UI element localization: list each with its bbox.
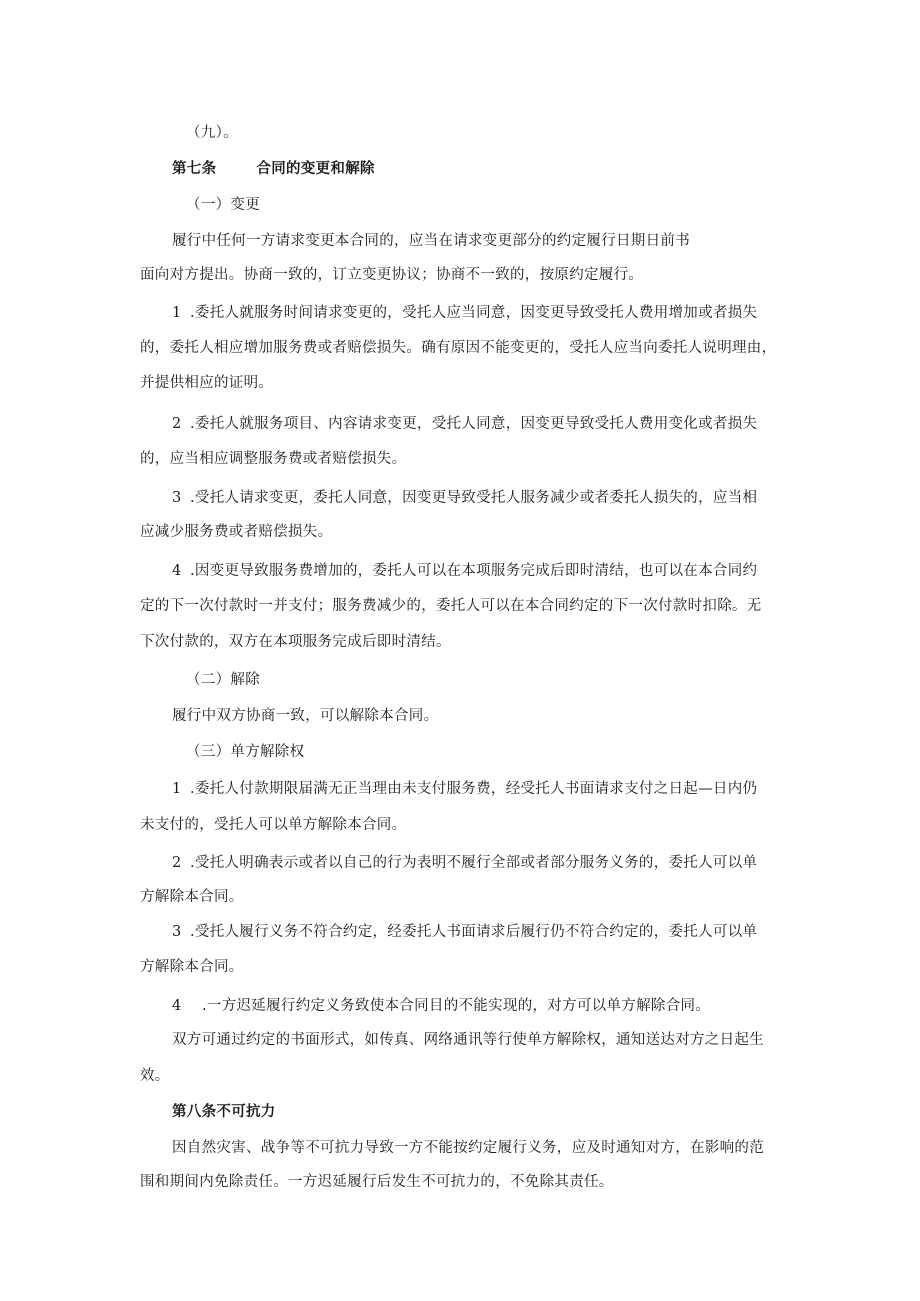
text: 因自然灾害、战争等不可抗力导致一方不能按约定履行义务，应及时通知对方，在影响的范 <box>172 1140 764 1156</box>
list-item-unilateral-1 <box>172 779 832 799</box>
paragraph-line <box>140 265 800 285</box>
paragraph-line <box>140 1172 800 1192</box>
article-seven-heading <box>172 159 832 179</box>
text: 双方可通过约定的书面形式，如传真、网络通讯等行使单方解除权，通知送达对方之日起生 <box>172 1032 764 1048</box>
text: .一方迟延履行约定义务致使本合同目的不能实现的，对方可以单方解除合同。 <box>202 998 711 1014</box>
text: 定的下一次付款时一并支付；服务费减少的，委托人可以在本合同约定的下一次付款时扣除。无 <box>140 598 762 614</box>
text: .委托人就服务时间请求变更的，受托人应当同意，因变更导致受托人费用增加或者损失 <box>190 305 758 321</box>
text: .因变更导致服务费增加的，委托人可以在本项服务完成后即时清结，也可以在本合同约 <box>190 563 758 579</box>
text: 并提供相应的证明。 <box>140 375 274 391</box>
text: 未支付的，受托人可以单方解除本合同。 <box>140 817 407 833</box>
list-item-change-3 <box>172 488 832 508</box>
text: （二）解除 <box>186 672 260 688</box>
paragraph-item-nine <box>186 123 846 143</box>
text: .受托人请求变更，委托人同意，因变更导致受托人服务减少或者委托人损失的，应当相 <box>190 490 758 506</box>
article-eight-heading <box>172 1102 832 1122</box>
text: .委托人就服务项目、内容请求变更，受托人同意，因变更导致受托人费用变化或者损失 <box>190 416 758 432</box>
text: .受托人明确表示或者以自己的行为表明不履行全部或者部分服务义务的，委托人可以单 <box>190 855 758 871</box>
item-number: 1 <box>172 781 182 797</box>
paragraph-line <box>140 815 800 835</box>
paragraph-line <box>140 522 800 542</box>
section-unilateral-heading <box>186 742 846 762</box>
list-item-change-1 <box>172 303 832 323</box>
text: 方解除本合同。 <box>140 959 244 975</box>
section-change-heading <box>186 195 846 215</box>
paragraph-line <box>172 706 832 726</box>
paragraph-line <box>140 632 800 652</box>
paragraph-line <box>140 887 800 907</box>
list-item-change-2 <box>172 414 832 434</box>
item-number: 1 <box>172 305 182 321</box>
text: 的，应当相应调整服务费或者赔偿损失。 <box>140 451 407 467</box>
paragraph-line <box>172 1030 832 1050</box>
list-item-change-4 <box>172 561 832 581</box>
article-title: 合同的变更和解除 <box>256 161 375 177</box>
text: .受托人履行义务不符合约定，经委托人书面请求后履行仍不符合约定的，委托人可以单 <box>190 924 758 940</box>
text: 下次付款的，双方在本项服务完成后即时清结。 <box>140 634 451 650</box>
text: 履行中任何一方请求变更本合同的，应当在请求变更部分的约定履行日期日前书 <box>172 233 690 249</box>
text: 的，委托人相应增加服务费或者赔偿损失。确有原因不能变更的，受托人应当向委托人说明理由， <box>140 340 777 356</box>
text: .委托人付款期限届满无正当理由未支付服务费，经受托人书面请求支付之日起—日内仍 <box>190 781 758 797</box>
item-number: 3 <box>172 490 182 506</box>
text: （九）。 <box>186 125 238 141</box>
text: 效。 <box>140 1068 170 1084</box>
text: 第八条不可抗力 <box>172 1104 276 1120</box>
text: 履行中双方协商一致，可以解除本合同。 <box>172 708 439 724</box>
text: 围和期间内免除责任。一方迟延履行后发生不可抗力的，不免除其责任。 <box>140 1174 614 1190</box>
text: 面向对方提出。协商一致的，订立变更协议；协商不一致的，按原约定履行。 <box>140 267 644 283</box>
section-termination-heading <box>186 670 846 690</box>
paragraph-line <box>172 231 832 251</box>
text: 应减少服务费或者赔偿损失。 <box>140 524 333 540</box>
text: （一）变更 <box>186 197 260 213</box>
item-number: 2 <box>172 855 182 871</box>
list-item-unilateral-2 <box>172 853 832 873</box>
text: （三）单方解除权 <box>186 744 305 760</box>
paragraph-line <box>140 957 800 977</box>
item-number: 2 <box>172 416 182 432</box>
item-number: 4 <box>172 563 182 579</box>
article-number: 第七条 <box>172 161 217 177</box>
item-number: 4 <box>172 998 182 1014</box>
paragraph-line <box>172 1138 832 1158</box>
list-item-unilateral-4 <box>172 996 832 1016</box>
item-number: 3 <box>172 924 182 940</box>
paragraph-line <box>140 338 800 358</box>
paragraph-line <box>140 1066 800 1086</box>
paragraph-line <box>140 373 800 393</box>
paragraph-line <box>140 449 800 469</box>
list-item-unilateral-3 <box>172 922 832 942</box>
text: 方解除本合同。 <box>140 889 244 905</box>
paragraph-line <box>140 596 800 616</box>
